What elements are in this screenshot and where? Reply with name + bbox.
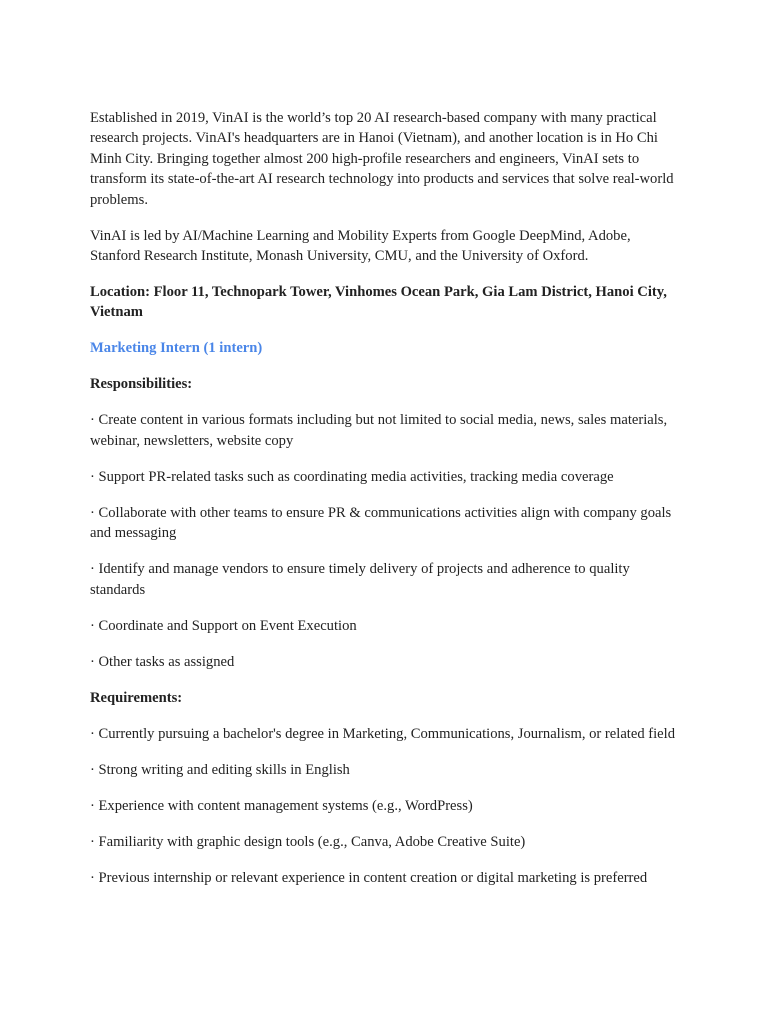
requirement-item: · Currently pursuing a bachelor's degree in Marketing, Communications, Journalism, or related field: [90, 725, 676, 742]
job-posting-document: [90, 108, 682, 904]
requirement-item: · Previous internship or relevant experience in content creation or digital marketing is preferred: [90, 869, 648, 886]
responsibilities-heading: Responsibilities:: [90, 376, 193, 393]
job-title: Marketing Intern (1 intern): [90, 340, 263, 357]
responsibility-item: · Create content in various formats including but not limited to social media, news, sales materials, webinar, newsletters, website copy: [90, 412, 668, 449]
responsibility-item: · Coordinate and Support on Event Execution: [90, 617, 357, 634]
responsibility-item: · Identify and manage vendors to ensure timely delivery of projects and adherence to quality standards: [90, 561, 630, 598]
requirement-item: · Familiarity with graphic design tools (e.g., Canva, Adobe Creative Suite): [90, 833, 526, 850]
responsibility-item: · Support PR-related tasks such as coordinating media activities, tracking media coverage: [90, 468, 614, 485]
intro-paragraph-leadership: VinAI is led by AI/Machine Learning and Mobility Experts from Google DeepMind, Adobe, Stanford Research Institute, Monash University, CMU, and the University of Oxford.: [90, 227, 631, 265]
requirement-item: · Experience with content management systems (e.g., WordPress): [90, 797, 473, 814]
intro-paragraph-company: Established in 2019, VinAI is the world’s top 20 AI research-based company with many practical research projects. VinAI's headquarters are in Hanoi (Vietnam), and another location is in Ho Chi Minh City. Bringing together almost 200 high-profile researchers and engineers, VinAI sets to transform its state-of-the-art AI research technology into products and services that solve real-world problems.: [90, 110, 674, 208]
location-line: Location: Floor 11, Technopark Tower, Vinhomes Ocean Park, Gia Lam District, Hanoi City, Vietnam: [90, 284, 667, 321]
responsibilities-list: [90, 410, 682, 672]
requirements-list: [90, 724, 682, 888]
responsibility-item: · Other tasks as assigned: [90, 653, 235, 670]
requirement-item: · Strong writing and editing skills in English: [90, 761, 350, 778]
requirements-heading: Requirements:: [90, 689, 183, 706]
responsibility-item: · Collaborate with other teams to ensure PR & communications activities align with company goals and messaging: [90, 504, 672, 542]
